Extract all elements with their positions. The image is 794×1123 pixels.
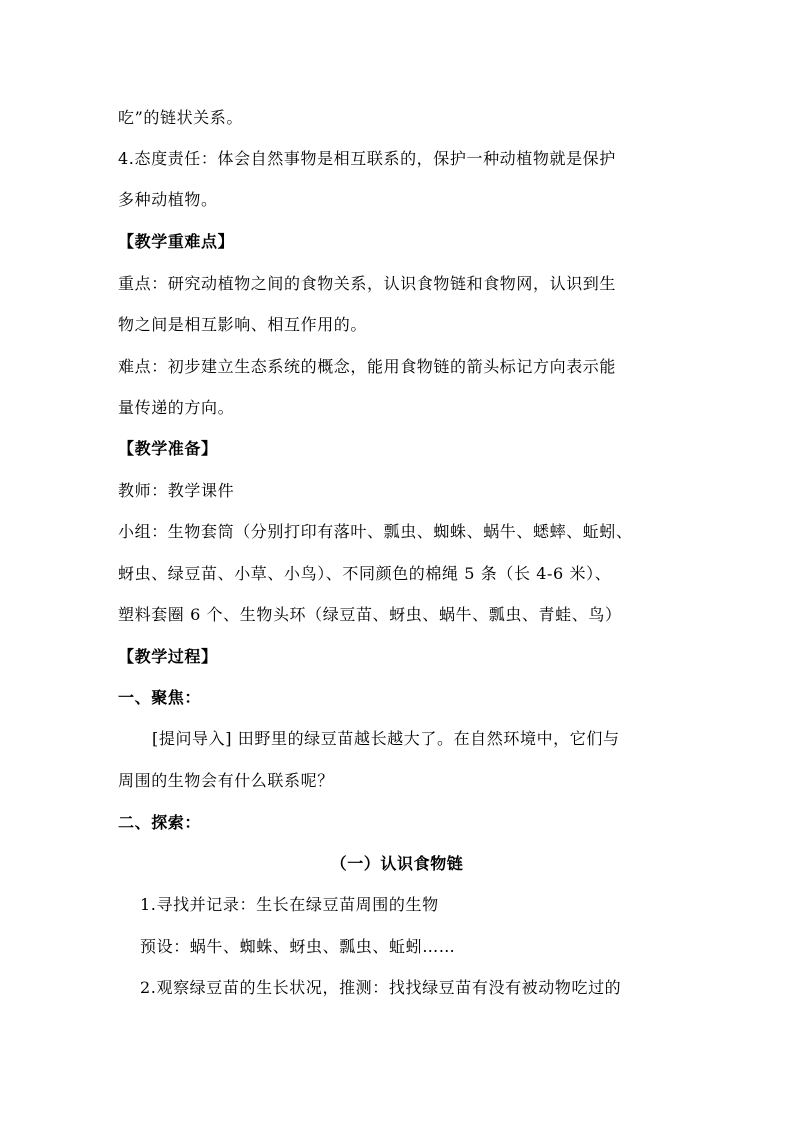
text-line: 多种动植物。: [118, 190, 218, 209]
text-line: 2.观察绿豆苗的生长状况，推测：找找绿豆苗有没有被动物吃过的: [140, 978, 622, 997]
centered-heading: （一）认识食物链: [330, 854, 464, 873]
text-line: 1.寻找并记录：生长在绿豆苗周围的生物: [140, 895, 439, 914]
text-line: 蚜虫、绿豆苗、小草、小鸟）、不同颜色的棉绳 5 条（长 4-6 米）、: [118, 564, 612, 583]
text-line: 吃”的链状关系。: [118, 108, 243, 127]
section-heading: 【教学过程】: [118, 647, 218, 666]
subsection-heading: 一、聚焦：: [118, 688, 202, 707]
text-line: 重点：研究动植物之间的食物关系，认识食物链和食物网，认识到生: [118, 274, 617, 293]
text-line: 小组：生物套筒（分别打印有落叶、瓢虫、蜘蛛、蜗牛、蟋蟀、蚯蚓、: [118, 522, 633, 541]
text-line: 难点：初步建立生态系统的概念，能用食物链的箭头标记方向表示能: [118, 357, 617, 376]
text-line: 量传递的方向。: [118, 398, 235, 417]
text-line: 物之间是相互影响、相互作用的。: [118, 315, 368, 334]
text-line: [提问导入] 田野里的绿豆苗越长越大了。在自然环境中，它们与: [152, 729, 620, 748]
text-line: 塑料套圈 6 个、生物头环（绿豆苗、蚜虫、蜗牛、瓢虫、青蛙、鸟）: [118, 605, 622, 624]
text-line: 周围的生物会有什么联系呢？: [118, 771, 334, 790]
text-line: 4.态度责任：体会自然事物是相互联系的，保护一种动植物就是保护: [118, 149, 616, 168]
subsection-heading: 二、探索：: [118, 813, 202, 832]
section-heading: 【教学重难点】: [118, 232, 235, 251]
section-heading: 【教学准备】: [118, 439, 218, 458]
text-line: 预设：蜗牛、蜘蛛、蚜虫、瓢虫、蚯蚓……: [140, 937, 456, 956]
text-line: 教师：教学课件: [118, 481, 235, 500]
